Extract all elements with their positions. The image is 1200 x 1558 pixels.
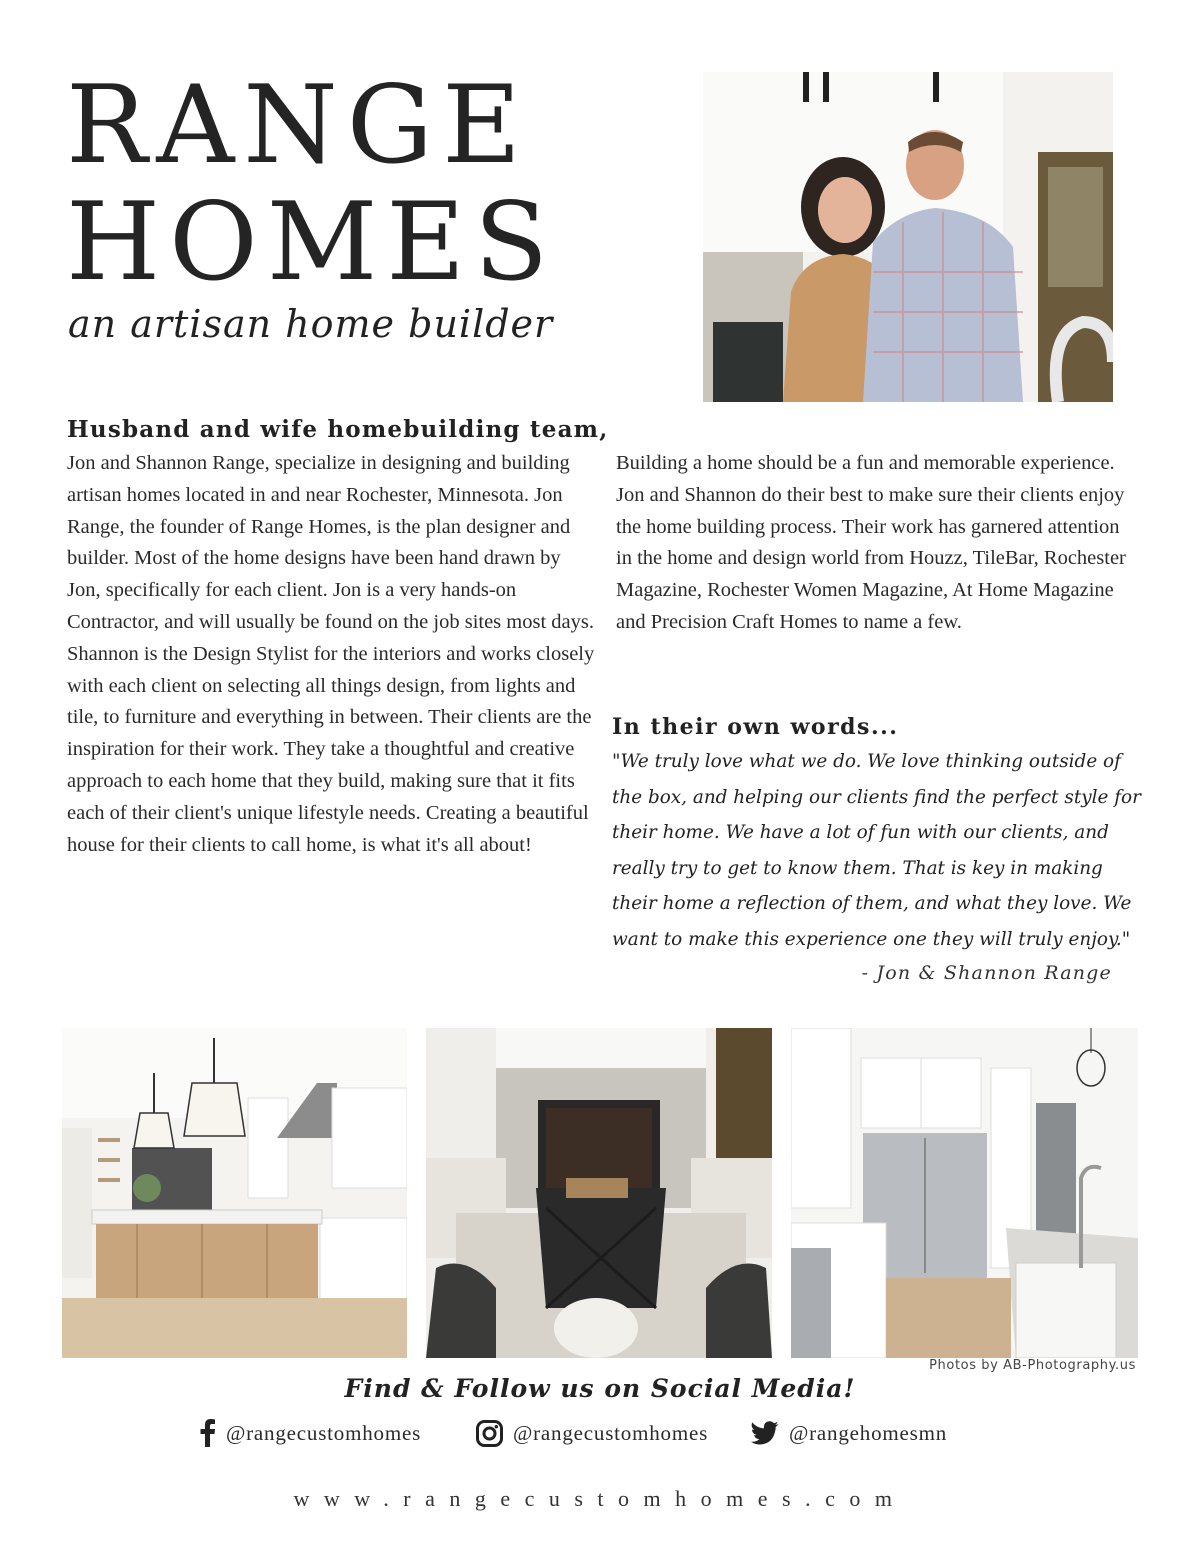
twitter-icon	[751, 1421, 779, 1445]
website-url[interactable]: www.rangecustomhomes.com	[293, 1486, 907, 1511]
social-link-twitter[interactable]	[751, 1416, 947, 1450]
social-link-instagram[interactable]	[476, 1416, 708, 1450]
kitchen-fridge-photo	[791, 1028, 1138, 1358]
photo-credit: Photos by AB-Photography.us	[929, 1358, 1136, 1373]
facebook-handle: @rangecustomhomes	[226, 1420, 422, 1445]
brand-title-range: RANGE	[66, 63, 530, 188]
living-room-photo	[426, 1028, 772, 1358]
intro-right-paragraph: Building a home should be a fun and memorable experience. Jon and Shannon do their best to make sure their clients enjoy the home building process. Their work has garnered attention in the home and design world from Houzz, TileBar, Rochester Magazine, Rochester Women Magazine, At Home Magazine and Precision Craft Homes to name a few.	[616, 452, 1126, 633]
instagram-icon	[476, 1420, 503, 1447]
quote-attribution: - Jon & Shannon Range	[861, 962, 1112, 984]
facebook-icon	[198, 1419, 216, 1447]
tagline: an artisan home builder	[68, 302, 554, 346]
kitchen-island-photo	[62, 1028, 407, 1358]
intro-left-paragraph: Jon and Shannon Range, specialize in designing and building artisan homes located in and near Rochester, Minnesota. Jon Range, the founder of Range Homes, is the plan designer and builder. Most of the home designs have been hand drawn by Jon, specifically for each client. Jon is a very hands-on Contractor, and will usually be found on the job sites most days. Shannon is the Design Stylist for the interiors and works closely with each client on selecting all things design, from lights and tile, to furniture and everything in between. Their clients are the inspiration for their work. They take a thoughtful and creative approach to each home that they build, making sure that it fits each of their client's unique lifestyle needs. Creating a beautiful house for their clients to call home, is what it's all about!	[67, 452, 595, 856]
brand-title-homes: HOMES	[66, 180, 558, 305]
social-link-facebook[interactable]	[198, 1416, 421, 1450]
own-words-heading: In their own words...	[612, 714, 899, 740]
owners-quote: "We truly love what we do. We love thinking outside of the box, and helping our clients find the perfect style for their home. We have a lot of fun with our clients, and really try to get to know them. That is key in making their home a reflection of them, and what they love. We want to make this experience one they will truly enjoy."	[612, 751, 1141, 950]
social-media-heading: Find & Follow us on Social Media!	[344, 1374, 856, 1403]
instagram-handle: @rangecustomhomes	[513, 1420, 709, 1445]
intro-heading: Husband and wife homebuilding team,	[67, 416, 609, 443]
couple-photo	[703, 72, 1113, 402]
twitter-handle: @rangehomesmn	[789, 1420, 948, 1445]
